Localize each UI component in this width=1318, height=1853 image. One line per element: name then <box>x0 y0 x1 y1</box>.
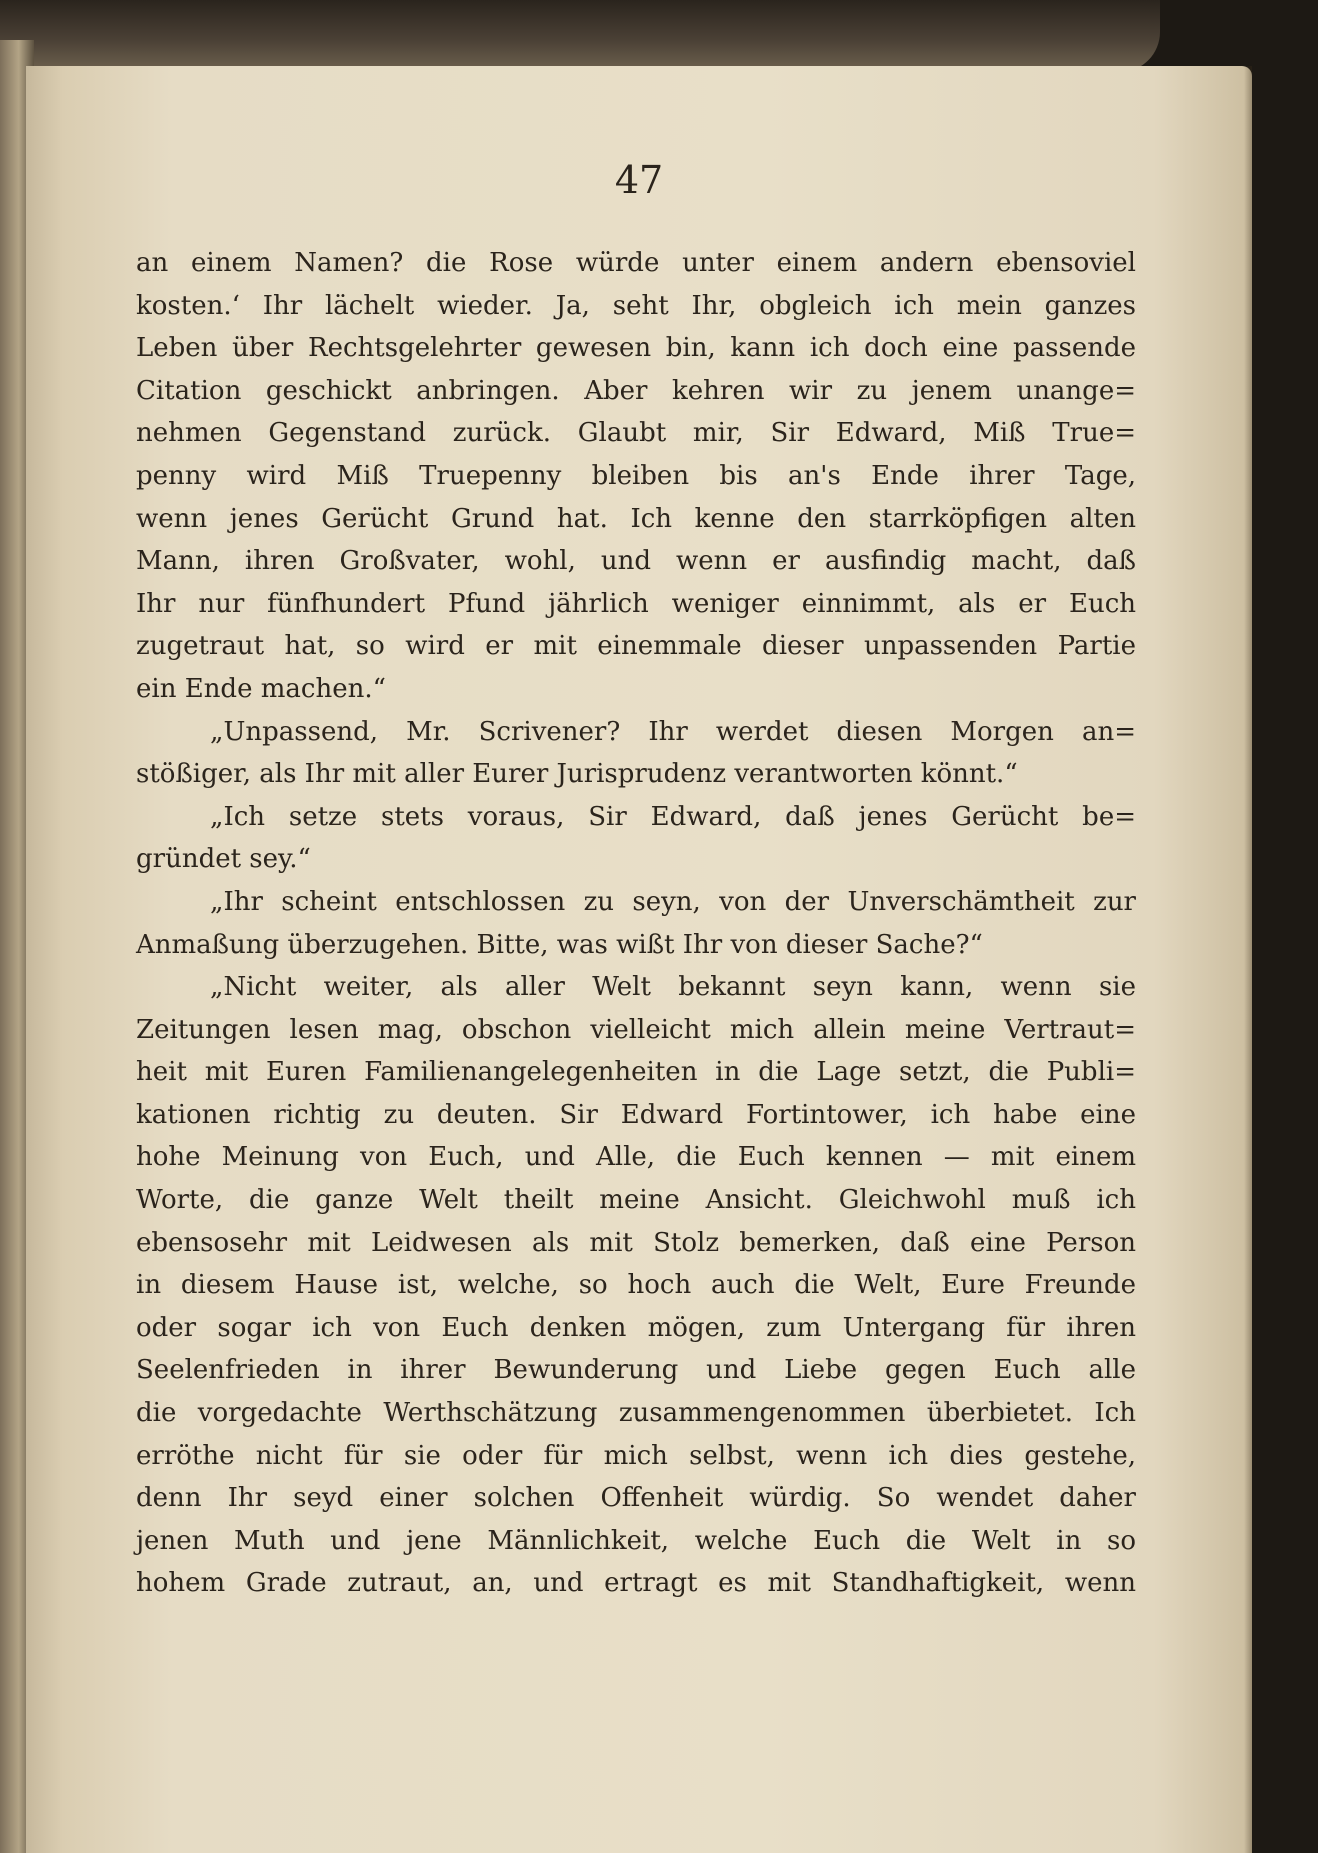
book-page <box>26 66 1252 1853</box>
text-line: oder sogar ich von Euch denken mögen, zum Untergang für ihren <box>136 1312 1136 1343</box>
text-line: „Unpassend, Mr. Scrivener? Ihr werdet diesen Morgen an= <box>210 716 1136 747</box>
text-line: „Ich setze stets voraus, Sir Edward, daß jenes Gerücht be= <box>210 801 1136 832</box>
book-binding-top <box>0 0 1160 72</box>
text-line: Worte, die ganze Welt theilt meine Ansicht. Gleichwohl muß ich <box>136 1185 1136 1216</box>
text-line: kationen richtig zu deuten. Sir Edward Fortintower, ich habe eine <box>136 1099 1136 1130</box>
text-line: Mann, ihren Großvater, wohl, und wenn er ausfindig macht, daß <box>136 546 1136 577</box>
text-line: Ihr nur fünfhundert Pfund jährlich weniger einnimmt, als er Euch <box>136 588 1136 619</box>
text-line: Leben über Rechtsgelehrter gewesen bin, kann ich doch eine passende <box>136 333 1136 364</box>
text-line: „Ihr scheint entschlossen zu seyn, von der Unverschämtheit zur <box>210 886 1136 917</box>
text-line: an einem Namen? die Rose würde unter einem andern ebensoviel <box>136 248 1136 278</box>
text-line: kosten.‘ Ihr lächelt wieder. Ja, seht Ihr, obgleich ich mein ganzes <box>136 290 1136 321</box>
text-line: erröthe nicht für sie oder für mich selbst, wenn ich dies gestehe, <box>136 1440 1136 1471</box>
text-line: wenn jenes Gerücht Grund hat. Ich kenne den starrköpfigen alten <box>136 503 1136 534</box>
text-line: in diesem Hause ist, welche, so hoch auch die Welt, Eure Freunde <box>136 1270 1136 1301</box>
text-line: penny wird Miß Truepenny bleiben bis an's Ende ihrer Tage, <box>136 460 1136 491</box>
text-line: hohe Meinung von Euch, und Alle, die Euch kennen — mit einem <box>136 1142 1136 1173</box>
text-line: Seelenfrieden in ihrer Bewunderung und Liebe gegen Euch alle <box>136 1355 1136 1386</box>
text-line: hohem Grade zutraut, an, und ertragt es mit Standhaftigkeit, wenn <box>136 1568 1136 1599</box>
text-line: denn Ihr seyd einer solchen Offenheit würdig. So wendet daher <box>136 1483 1136 1514</box>
text-line: nehmen Gegenstand zurück. Glaubt mir, Sir Edward, Miß True= <box>136 418 1136 449</box>
text-line: heit mit Euren Familienangelegenheiten in die Lage setzt, die Publi= <box>136 1057 1136 1088</box>
text-line: ein Ende machen.“ <box>136 673 386 704</box>
text-line: zugetraut hat, so wird er mit einemmale dieser unpassenden Partie <box>136 631 1136 662</box>
text-line: die vorgedachte Werthschätzung zusammengenommen überbietet. Ich <box>136 1398 1136 1429</box>
text-line: Zeitungen lesen mag, obschon vielleicht mich allein meine Vertraut= <box>136 1014 1136 1045</box>
text-line: jenen Muth und jene Männlichkeit, welche Euch die Welt in so <box>136 1525 1136 1556</box>
text-line: Citation geschickt anbringen. Aber kehren wir zu jenem unange= <box>136 375 1136 406</box>
text-line: „Nicht weiter, als aller Welt bekannt seyn kann, wenn sie <box>210 972 1136 1003</box>
page-edge-shadow <box>1244 66 1252 1853</box>
text-line: gründet sey.“ <box>136 844 311 875</box>
text-line: Anmaßung überzugehen. Bitte, was wißt Ihr von dieser Sache?“ <box>136 929 983 960</box>
text-line: stößiger, als Ihr mit aller Eurer Jurisprudenz verantworten könnt.“ <box>136 759 1018 790</box>
page-text-block <box>136 242 1136 1605</box>
text-line: ebensosehr mit Leidwesen als mit Stolz bemerken, daß eine Person <box>136 1227 1136 1258</box>
page-number: 47 <box>614 158 664 202</box>
